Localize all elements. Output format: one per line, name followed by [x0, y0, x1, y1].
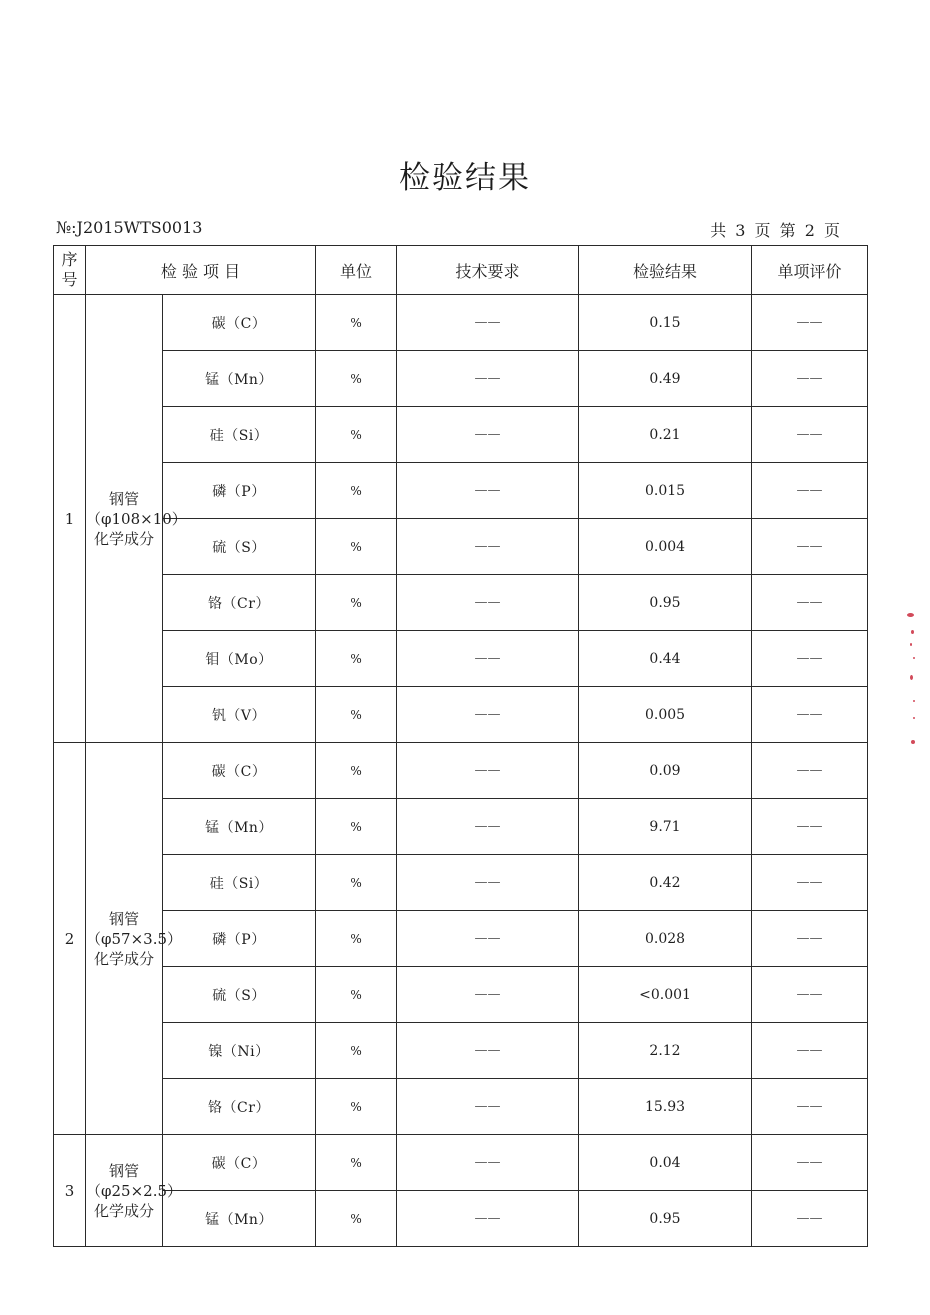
- test-result: 0.04: [579, 1135, 752, 1191]
- test-result: 0.95: [579, 1191, 752, 1247]
- test-item: 铬（Cr）: [163, 1079, 316, 1135]
- unit: %: [316, 407, 397, 463]
- test-item: 碳（C）: [163, 295, 316, 351]
- table-body: [54, 295, 868, 1247]
- header-evaluation: 单项评价: [752, 246, 868, 295]
- table-row: [54, 1079, 868, 1135]
- unit: %: [316, 351, 397, 407]
- technical-requirement: ——: [397, 631, 579, 687]
- table-header-row: [54, 246, 868, 295]
- test-result: 9.71: [579, 799, 752, 855]
- test-result: 0.09: [579, 743, 752, 799]
- item-evaluation: ——: [752, 911, 868, 967]
- technical-requirement: ——: [397, 911, 579, 967]
- technical-requirement: ——: [397, 1023, 579, 1079]
- test-item: 磷（P）: [163, 463, 316, 519]
- item-evaluation: ——: [752, 1191, 868, 1247]
- item-evaluation: ——: [752, 463, 868, 519]
- technical-requirement: ——: [397, 575, 579, 631]
- item-evaluation: ——: [752, 799, 868, 855]
- item-evaluation: ——: [752, 519, 868, 575]
- group-seq-number: 3: [54, 1135, 86, 1247]
- unit: %: [316, 911, 397, 967]
- test-result: 15.93: [579, 1079, 752, 1135]
- header-seq-label: 序号: [61, 250, 78, 289]
- test-result: 0.42: [579, 855, 752, 911]
- test-result: 0.015: [579, 463, 752, 519]
- item-evaluation: ——: [752, 407, 868, 463]
- header-result: 检验结果: [579, 246, 752, 295]
- unit: %: [316, 687, 397, 743]
- table-row: [54, 743, 868, 799]
- table-row: [54, 575, 868, 631]
- test-result: 0.004: [579, 519, 752, 575]
- technical-requirement: ——: [397, 743, 579, 799]
- test-item: 铬（Cr）: [163, 575, 316, 631]
- technical-requirement: ——: [397, 1135, 579, 1191]
- test-result: 0.005: [579, 687, 752, 743]
- sample-name: 钢管（φ108×10）化学成分: [86, 295, 163, 743]
- technical-requirement: ——: [397, 351, 579, 407]
- header-requirement: 技术要求: [397, 246, 579, 295]
- item-evaluation: ——: [752, 967, 868, 1023]
- unit: %: [316, 1135, 397, 1191]
- document-number: №:J2015WTS0013: [56, 218, 203, 237]
- item-evaluation: ——: [752, 687, 868, 743]
- test-item: 锰（Mn）: [163, 1191, 316, 1247]
- test-item: 碳（C）: [163, 1135, 316, 1191]
- technical-requirement: ——: [397, 1079, 579, 1135]
- item-evaluation: ——: [752, 855, 868, 911]
- item-evaluation: ——: [752, 631, 868, 687]
- test-result: 0.49: [579, 351, 752, 407]
- table-row: [54, 631, 868, 687]
- unit: %: [316, 575, 397, 631]
- table-row: [54, 295, 868, 351]
- unit: %: [316, 519, 397, 575]
- technical-requirement: ——: [397, 967, 579, 1023]
- item-evaluation: ——: [752, 743, 868, 799]
- test-item: 硫（S）: [163, 967, 316, 1023]
- item-evaluation: ——: [752, 1023, 868, 1079]
- table-row: [54, 1023, 868, 1079]
- page-title: 检验结果: [399, 160, 531, 196]
- unit: %: [316, 1079, 397, 1135]
- test-item: 硅（Si）: [163, 407, 316, 463]
- technical-requirement: ——: [397, 1191, 579, 1247]
- group-seq-number: 2: [54, 743, 86, 1135]
- table-row: [54, 1135, 868, 1191]
- table-row: [54, 855, 868, 911]
- test-item: 碳（C）: [163, 743, 316, 799]
- item-evaluation: ——: [752, 1079, 868, 1135]
- test-result: 0.95: [579, 575, 752, 631]
- sample-name: 钢管（φ25×2.5）化学成分: [86, 1135, 163, 1247]
- page-indicator: 共 3 页 第 2 页: [710, 221, 840, 240]
- test-item: 钼（Mo）: [163, 631, 316, 687]
- technical-requirement: ——: [397, 463, 579, 519]
- technical-requirement: ——: [397, 295, 579, 351]
- unit: %: [316, 855, 397, 911]
- inspection-results-table: [53, 245, 868, 1247]
- unit: %: [316, 799, 397, 855]
- unit: %: [316, 463, 397, 519]
- table-row: [54, 407, 868, 463]
- item-evaluation: ——: [752, 1135, 868, 1191]
- item-evaluation: ——: [752, 295, 868, 351]
- test-item: 磷（P）: [163, 911, 316, 967]
- unit: %: [316, 631, 397, 687]
- item-evaluation: ——: [752, 351, 868, 407]
- test-result: 0.44: [579, 631, 752, 687]
- table-row: [54, 967, 868, 1023]
- test-item: 锰（Mn）: [163, 351, 316, 407]
- test-result: 0.028: [579, 911, 752, 967]
- technical-requirement: ——: [397, 687, 579, 743]
- unit: %: [316, 1023, 397, 1079]
- table-row: [54, 687, 868, 743]
- sample-name: 钢管（φ57×3.5）化学成分: [86, 743, 163, 1135]
- technical-requirement: ——: [397, 855, 579, 911]
- item-evaluation: ——: [752, 575, 868, 631]
- test-result: 0.21: [579, 407, 752, 463]
- header-item: 检 验 项 目: [86, 246, 316, 295]
- test-item: 锰（Mn）: [163, 799, 316, 855]
- unit: %: [316, 295, 397, 351]
- technical-requirement: ——: [397, 519, 579, 575]
- technical-requirement: ——: [397, 799, 579, 855]
- test-item: 硫（S）: [163, 519, 316, 575]
- test-result: <0.001: [579, 967, 752, 1023]
- test-item: 硅（Si）: [163, 855, 316, 911]
- test-item: 镍（Ni）: [163, 1023, 316, 1079]
- test-result: 0.15: [579, 295, 752, 351]
- test-result: 2.12: [579, 1023, 752, 1079]
- header-unit: 单位: [316, 246, 397, 295]
- unit: %: [316, 743, 397, 799]
- table-row: [54, 351, 868, 407]
- group-seq-number: 1: [54, 295, 86, 743]
- unit: %: [316, 967, 397, 1023]
- red-seal-stamp-edge: [905, 605, 925, 755]
- unit: %: [316, 1191, 397, 1247]
- technical-requirement: ——: [397, 407, 579, 463]
- test-item: 钒（V）: [163, 687, 316, 743]
- header-seq: [54, 246, 86, 295]
- table-row: [54, 799, 868, 855]
